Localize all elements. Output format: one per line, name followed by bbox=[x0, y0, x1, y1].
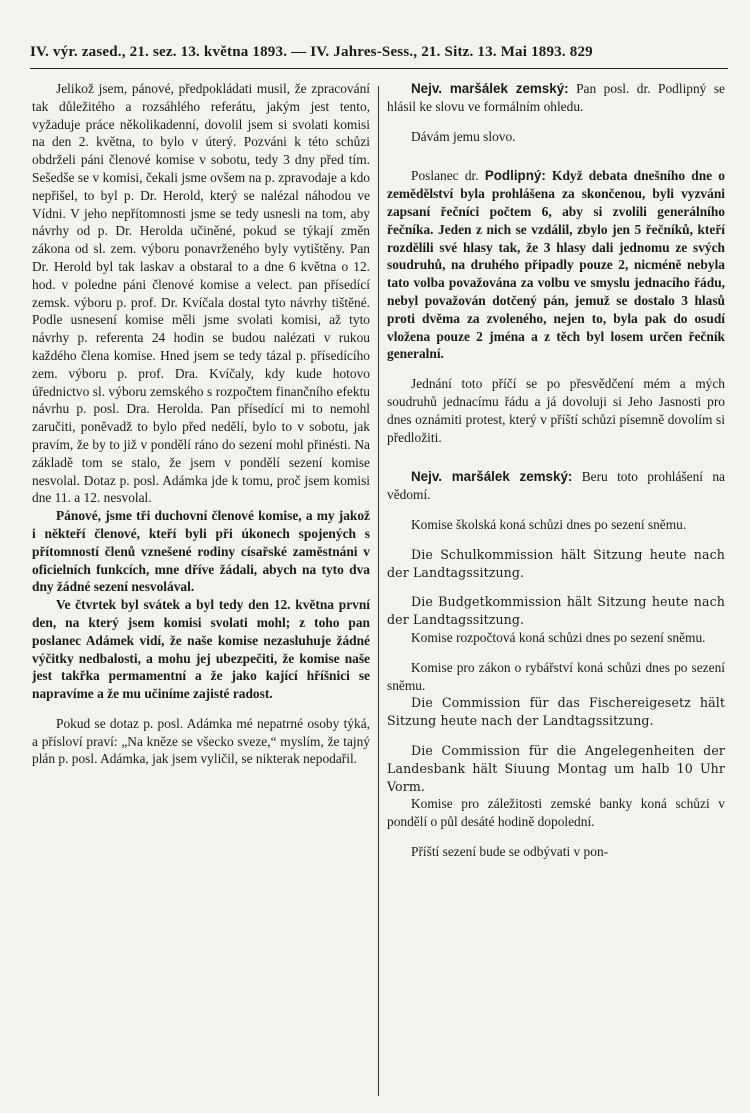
announcement: Příští sezení bude se odbývati v pon- bbox=[411, 843, 609, 859]
speech-podlipny bbox=[387, 167, 725, 363]
announcement: Komise rozpočtová koná schůzi dnes po sezení sněmu. bbox=[411, 629, 706, 645]
speech-text: Pan posl. dr. Podlipný se hlásil ke slovu ve formálním ohledu. bbox=[387, 81, 725, 114]
paragraph: Dávám jemu slovo. bbox=[411, 128, 516, 144]
speech-text: Beru toto prohlášení na vědomí. bbox=[387, 469, 725, 503]
speech-marshal bbox=[387, 80, 725, 116]
announcement-german: Die Budgetkommission hält Sitzung heute nach der Landtagssitzung. bbox=[387, 594, 725, 628]
page-header: IV. výr. zased., 21. sez. 13. května 1893. — IV. Jahres-Sess., 21. Sitz. 13. Mai 1893. 829 bbox=[30, 44, 593, 60]
announcement: Komise školská koná schůzi dnes po sezení sněmu. bbox=[411, 516, 687, 532]
speech-text: Když debata dnešního dne o zemědělství byla prohlášena za skončenou, byli vyzváni zapsaní řečníci počtem 6, aby si zvolili generálního řečníka. Jeden z nich se vzdálil, zbylo jen 5 řečníků, kteří rozdělili své hlasy tak, že 3 hlasy dali jednomu ze svých soudruhů, na druhého připadly pouze 2, nicméně nebyla tato volba považována za volbu ve smyslu jednacího řádu, nebyl považován dotčený pán, jemuž se dostalo 3 hlasů proti dvěma za zvoleného, nejen to, byla pak do osudí vložena pouze 2 jména a z těch byl losem určen řečník generalní. bbox=[387, 168, 725, 362]
paragraph-bold: Pánové, jsme tři duchovní členové komise, a my jakož i někteří členové, kteří byli při úkonech spojených s přítomností členů vznešené rodiny císařské zaměstnáni v oficielních funkcích, mne dříve žádali, abych na tyto dva dny žádné sezení nesvolával. bbox=[32, 508, 370, 595]
announcement-german: Die Commission für das Fischereigesetz hält Sitzung heute nach der Landtagssitzung. bbox=[387, 695, 725, 729]
speaker-name: Nejv. maršálek zemský: bbox=[411, 81, 569, 96]
paragraph-bold: Ve čtvrtek byl svátek a byl tedy den 12. května první den, na který jsem komisi svolati mohl; z toho pan poslanec Adámek vidí, že naše komise nezasluhuje žádné výčitky nedbalosti, a mohu jej ubezpečiti, že komise naše jest takřka permamentní a že jako kající hříšnici se napravíme a že mu učiníme zajisté radost. bbox=[32, 597, 370, 702]
speech-marshal bbox=[387, 468, 725, 504]
announcement-german: Die Schulkommission hält Sitzung heute nach der Landtagssitzung. bbox=[387, 546, 725, 580]
two-column-body bbox=[32, 80, 726, 1096]
paragraph: Pokud se dotaz p. posl. Adámka mé nepatrné osoby týká, a přísloví praví: „Na kněze se všecko sveze,“ myslím, že tajný plán p. posl. Adámka, jak jsem vyličil, se nikterak nepodařil. bbox=[32, 715, 370, 767]
announcement: Komise pro záležitosti zemské banky koná schůzi v pondělí o půl desáté hodině dopolední. bbox=[387, 796, 725, 830]
header-rule bbox=[30, 68, 728, 69]
announcement: Komise pro zákon o rybářství koná schůzi dnes po sezení sněmu. bbox=[387, 659, 725, 693]
speaker-name: Nejv. maršálek zemský: bbox=[411, 469, 573, 485]
speaker-name: Podlipný: bbox=[484, 168, 546, 184]
paragraph: Jednání toto příčí se po přesvědčení mém a mých soudruhů jednacímu řádu a já dovoluji si Jeho Jasnosti pro dnes oznámiti protest, který v příští schůzi písemně dovolím si předložiti. bbox=[387, 376, 725, 445]
left-column bbox=[32, 80, 378, 1096]
paragraph: Jelikož jsem, pánové, předpokládati musil, že zpracování tak důležitého a rozsáhlého referátu, jakým jest tento, vyžaduje práce několikadenní, dovolil jsem si svolati komisi na den 2. května, to bylo v úterý. Pozváni k této schůzi obdrželi páni členové komise v sobotu, tedy 3 dny před tím. Sešedše se v komisi, čekali jsme ovšem na p. zpravodaje a kdo nepřišel, to byl p. Dr. Herold, který se nalézal náhodou ve Vídni. V jeho nepřítomnosti jsme se tedy usnesli na tom, aby návrhy od p. Dr. Herolda učiněné, pokud se týkají změn zákona od sl. zem. výboru ponavrženého byly vytištěny. Pan Dr. Herold byl tak laskav a obstaral to a dne 6 května o 12. hod. v poledne páni členové komise a velect. pan přísedící zemsk. výboru p. prof. Dr. Kvíčala dostal tyto návrhy tištěné. Podle usnesení komise měli jsme svolati komisi, až tyto návrhy p. referenta 24 hodin se budou nalézati v rukou každého člena komise. Hned jsem se tedy tázal p. přísedícího zem. výboru p. prof. Dra. Kvíčaly, kdy kude hotovo úřednictvo sl. výboru zemského s rozpočtem finančního efektu návrhu p. posl. Dra. Herolda. Pan přísedící mi to nemohl zaručiti, poněvadž to bylo před nedělí, bylo to v sobotu, jak pravím, že by to již v pondělí ráno do sezení mohl přinésti. Na základě tom se stalo, že jsem v pondělí sezení komise nesvolal. Dotaz p. posl. Adámka jde k tomu, proč jsem komisi dne 11. a 12. nesvolal. bbox=[32, 81, 370, 506]
announcement-german: Die Commission für die Angelegenheiten der Landesbank hält Siuung Montag um halb 10 Uhr Vorm. bbox=[387, 742, 725, 794]
right-column bbox=[379, 80, 725, 1096]
speaker-title: Poslanec dr. bbox=[411, 168, 485, 184]
